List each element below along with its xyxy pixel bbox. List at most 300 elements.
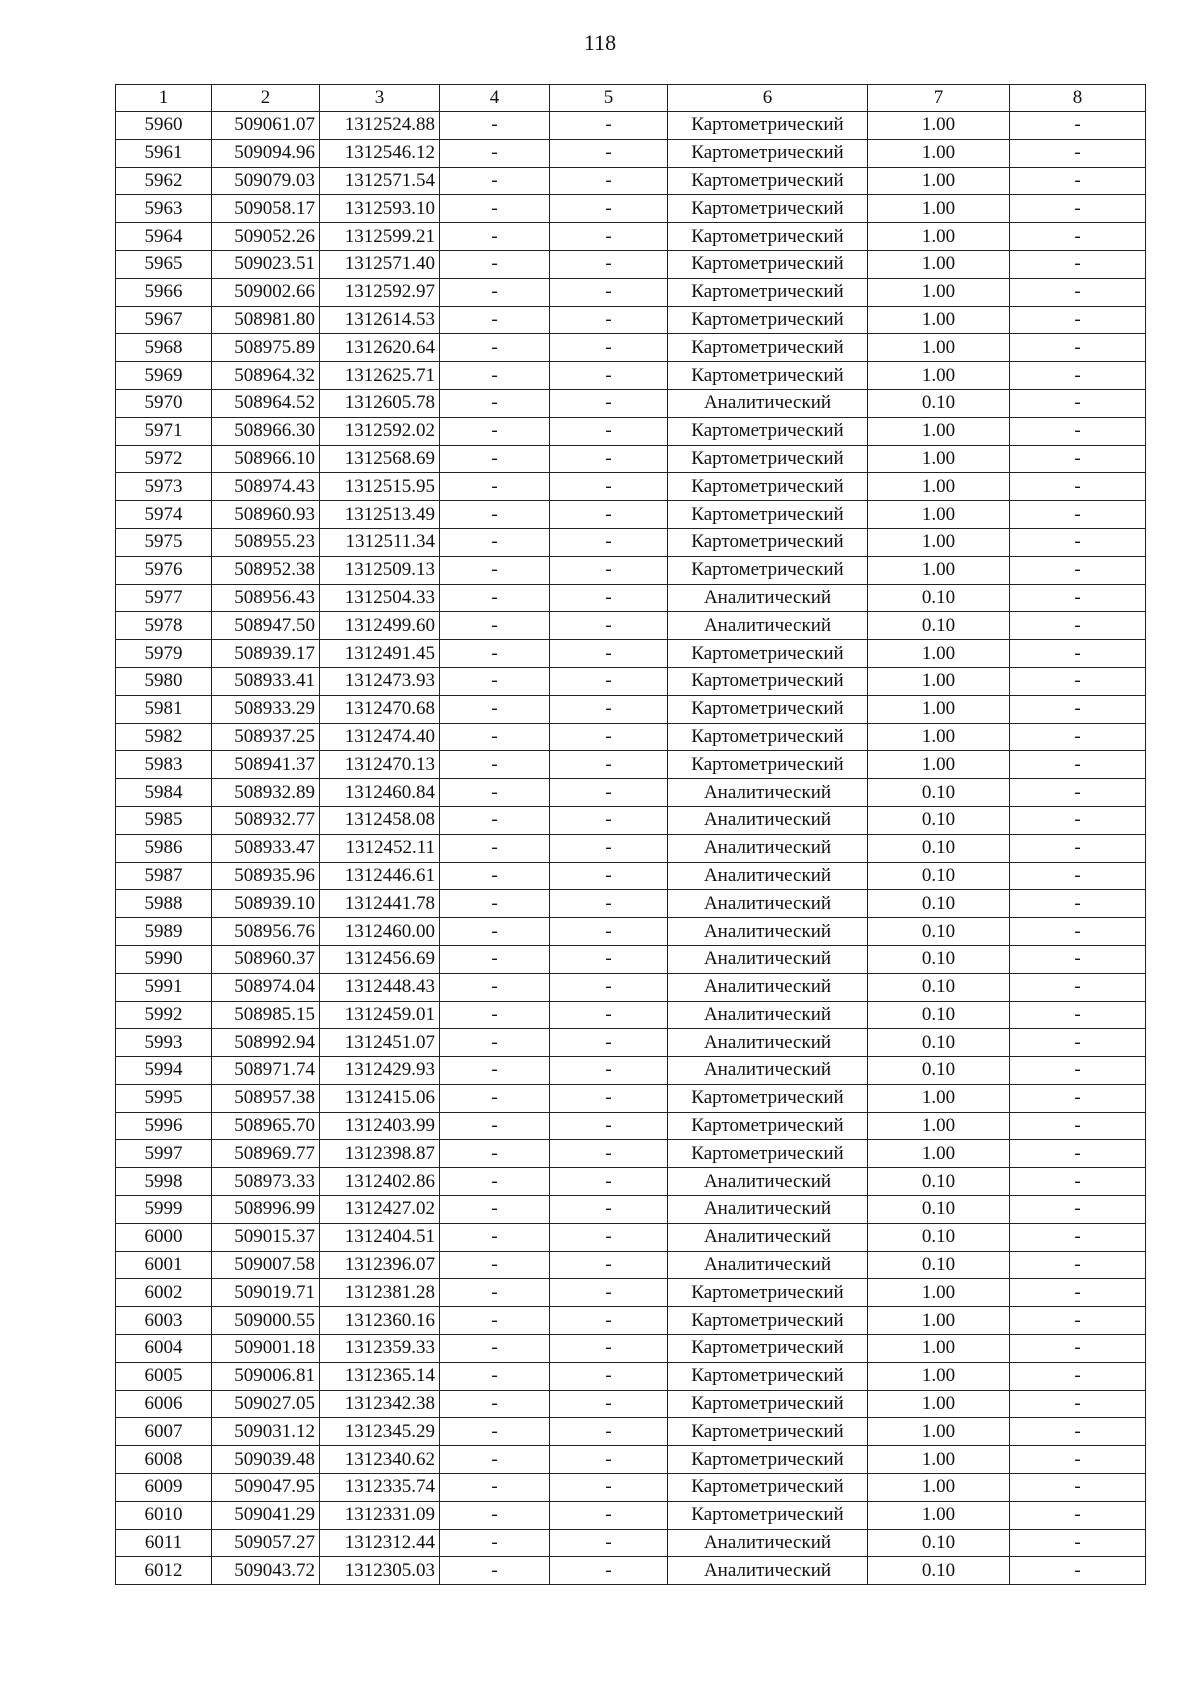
table-cell: - [550,723,668,751]
table-cell: - [440,1223,550,1251]
table-cell: 508965.70 [212,1112,320,1140]
table-cell: - [550,1474,668,1502]
table-cell: - [440,862,550,890]
table-cell: 5989 [116,918,212,946]
table-cell: 509019.71 [212,1279,320,1307]
table-cell: - [1010,223,1146,251]
table-cell: Картометрический [668,334,868,362]
table-cell: 1312459.01 [320,1001,440,1029]
table-cell: - [550,278,668,306]
table-cell: 5979 [116,640,212,668]
table-cell: - [440,1307,550,1335]
table-cell: - [1010,1084,1146,1112]
table-cell: - [1010,362,1146,390]
table-cell: Аналитический [668,973,868,1001]
table-cell: - [440,1557,550,1585]
table-cell: 508964.32 [212,362,320,390]
table-cell: 0.10 [868,1251,1010,1279]
table-cell: 509000.55 [212,1307,320,1335]
table-cell: 5983 [116,751,212,779]
table-cell: Аналитический [668,1001,868,1029]
table-cell: 5966 [116,278,212,306]
table-cell: - [440,834,550,862]
table-cell: - [550,779,668,807]
table-cell: - [440,556,550,584]
table-cell: - [1010,1335,1146,1363]
table-cell: 1312513.49 [320,501,440,529]
table-row [116,723,1146,751]
table-cell: Аналитический [668,612,868,640]
table-cell: 0.10 [868,945,1010,973]
table-cell: 509079.03 [212,167,320,195]
table-cell: 508966.10 [212,445,320,473]
table-row [116,1084,1146,1112]
table-cell: - [1010,250,1146,278]
table-cell: Аналитический [668,862,868,890]
table-cell: 5981 [116,695,212,723]
table-cell: - [440,1140,550,1168]
table-cell: 5964 [116,223,212,251]
table-cell: - [1010,1196,1146,1224]
table-cell: 1312335.74 [320,1474,440,1502]
column-header: 5 [550,85,668,112]
table-cell: 1312593.10 [320,195,440,223]
table-cell: 0.10 [868,584,1010,612]
table-cell: 1312404.51 [320,1223,440,1251]
table-row [116,1529,1146,1557]
table-cell: 5967 [116,306,212,334]
table-cell: - [1010,640,1146,668]
table-cell: - [1010,806,1146,834]
table-cell: Картометрический [668,1362,868,1390]
table-cell: 0.10 [868,389,1010,417]
table-cell: Картометрический [668,1140,868,1168]
table-cell: Картометрический [668,278,868,306]
table-cell: 5992 [116,1001,212,1029]
table-cell: Аналитический [668,945,868,973]
table-cell: 1312504.33 [320,584,440,612]
table-row [116,1390,1146,1418]
table-cell: 508960.37 [212,945,320,973]
table-cell: 5960 [116,112,212,140]
table-cell: - [440,1084,550,1112]
table-cell: - [550,890,668,918]
table-cell: - [550,445,668,473]
table-cell: 1312509.13 [320,556,440,584]
table-cell: 1312402.86 [320,1168,440,1196]
table-cell: - [550,1001,668,1029]
table-cell: 1312460.00 [320,918,440,946]
table-cell: - [440,473,550,501]
table-cell: 1312515.95 [320,473,440,501]
table-cell: 1.00 [868,195,1010,223]
table-row [116,389,1146,417]
table-cell: 5978 [116,612,212,640]
table-cell: 6007 [116,1418,212,1446]
table-cell: - [1010,1557,1146,1585]
table-cell: 509057.27 [212,1529,320,1557]
table-cell: Аналитический [668,584,868,612]
table-cell: 0.10 [868,1223,1010,1251]
table-cell: Картометрический [668,112,868,140]
table-cell: 6012 [116,1557,212,1585]
table-cell: - [440,1335,550,1363]
table-cell: 508932.89 [212,779,320,807]
table-cell: - [1010,751,1146,779]
table-cell: - [440,1001,550,1029]
table-cell: 0.10 [868,862,1010,890]
table-cell: - [1010,556,1146,584]
table-cell: - [1010,501,1146,529]
table-cell: 1312592.97 [320,278,440,306]
table-row [116,890,1146,918]
table-cell: 5995 [116,1084,212,1112]
table-cell: Аналитический [668,890,868,918]
table-cell: 1312446.61 [320,862,440,890]
table-cell: Картометрический [668,528,868,556]
table-cell: - [440,1390,550,1418]
table-cell: 509052.26 [212,223,320,251]
table-cell: 0.10 [868,1029,1010,1057]
table-cell: - [440,1196,550,1224]
table-cell: 1312342.38 [320,1390,440,1418]
table-cell: Картометрический [668,1307,868,1335]
table-cell: Картометрический [668,1335,868,1363]
table-cell: - [1010,1279,1146,1307]
table-cell: - [440,445,550,473]
table-cell: 1312448.43 [320,973,440,1001]
table-cell: Аналитический [668,1029,868,1057]
table-row [116,1251,1146,1279]
table-cell: 508974.43 [212,473,320,501]
table-cell: - [1010,667,1146,695]
table-row [116,973,1146,1001]
table-cell: 1312441.78 [320,890,440,918]
table-cell: - [550,834,668,862]
table-cell: 509006.81 [212,1362,320,1390]
table-row [116,417,1146,445]
table-cell: Картометрический [668,250,868,278]
table-cell: 5973 [116,473,212,501]
table-cell: 5961 [116,139,212,167]
table-cell: 5985 [116,806,212,834]
table-row [116,584,1146,612]
table-cell: 1.00 [868,334,1010,362]
table-cell: - [1010,918,1146,946]
table-cell: 1.00 [868,1279,1010,1307]
table-cell: 509015.37 [212,1223,320,1251]
table-cell: 508966.30 [212,417,320,445]
table-row [116,1307,1146,1335]
table-cell: 1312571.54 [320,167,440,195]
table-cell: 1312381.28 [320,1279,440,1307]
table-cell: - [550,1196,668,1224]
table-cell: Картометрический [668,1474,868,1502]
column-header: 3 [320,85,440,112]
table-cell: 1312599.21 [320,223,440,251]
column-header: 7 [868,85,1010,112]
table-row [116,1474,1146,1502]
table-cell: 508956.76 [212,918,320,946]
table-cell: - [1010,1474,1146,1502]
table-cell: 508992.94 [212,1029,320,1057]
table-cell: - [440,612,550,640]
table-cell: 508985.15 [212,1001,320,1029]
table-cell: 509031.12 [212,1418,320,1446]
table-cell: - [550,945,668,973]
table-cell: 1.00 [868,723,1010,751]
table-cell: - [1010,890,1146,918]
table-cell: 1312359.33 [320,1335,440,1363]
table-cell: 508956.43 [212,584,320,612]
table-cell: 1312360.16 [320,1307,440,1335]
table-cell: - [550,1084,668,1112]
table-cell: - [550,306,668,334]
table-cell: - [1010,584,1146,612]
table-cell: 0.10 [868,806,1010,834]
table-cell: - [550,112,668,140]
table-cell: - [440,334,550,362]
table-cell: 508933.41 [212,667,320,695]
table-cell: 1.00 [868,1501,1010,1529]
table-cell: 1.00 [868,167,1010,195]
table-cell: Аналитический [668,918,868,946]
column-header: 2 [212,85,320,112]
page-number: 118 [583,30,617,55]
table-row [116,862,1146,890]
table-cell: - [1010,417,1146,445]
table-row [116,667,1146,695]
table-cell: 0.10 [868,973,1010,1001]
table-cell: - [550,501,668,529]
table-row [116,195,1146,223]
table-cell: 5977 [116,584,212,612]
table-cell: - [550,195,668,223]
table-cell: 5968 [116,334,212,362]
table-cell: Картометрический [668,1279,868,1307]
table-row [116,1335,1146,1363]
table-cell: - [550,473,668,501]
table-cell: 509043.72 [212,1557,320,1585]
table-cell: - [440,779,550,807]
table-cell: Картометрический [668,1418,868,1446]
table-cell: - [440,1029,550,1057]
table-row [116,362,1146,390]
table-row [116,445,1146,473]
table-cell: - [440,640,550,668]
table-row [116,1279,1146,1307]
table-cell: - [550,1112,668,1140]
table-cell: - [440,250,550,278]
table-cell: 6008 [116,1446,212,1474]
table-cell: Картометрический [668,1084,868,1112]
table-cell: 5969 [116,362,212,390]
table-cell: - [440,195,550,223]
table-cell: 508947.50 [212,612,320,640]
table-cell: 1.00 [868,528,1010,556]
table-cell: 1312415.06 [320,1084,440,1112]
table-cell: 1312620.64 [320,334,440,362]
table-cell: - [550,528,668,556]
table-cell: 1312305.03 [320,1557,440,1585]
table-cell: Картометрический [668,1446,868,1474]
table-header-row [116,85,1146,112]
table-cell: - [440,945,550,973]
table-cell: 509041.29 [212,1501,320,1529]
table-cell: - [550,556,668,584]
table-cell: - [550,640,668,668]
table-row [116,1501,1146,1529]
table-cell: Аналитический [668,779,868,807]
table-cell: - [440,695,550,723]
table-cell: 1312592.02 [320,417,440,445]
table-cell: - [1010,779,1146,807]
table-cell: - [550,1029,668,1057]
table-cell: 508933.47 [212,834,320,862]
table-cell: 0.10 [868,1168,1010,1196]
table-cell: - [550,1390,668,1418]
table-cell: 509023.51 [212,250,320,278]
column-header: 8 [1010,85,1146,112]
table-cell: 1.00 [868,1112,1010,1140]
table-cell: 0.10 [868,779,1010,807]
table-cell: 508996.99 [212,1196,320,1224]
table-cell: 1312452.11 [320,834,440,862]
table-cell: - [550,584,668,612]
table-cell: 509001.18 [212,1335,320,1363]
table-cell: 1.00 [868,1140,1010,1168]
table-cell: 508973.33 [212,1168,320,1196]
table-cell: 1.00 [868,445,1010,473]
table-cell: - [440,167,550,195]
table-cell: 6001 [116,1251,212,1279]
table-cell: 6004 [116,1335,212,1363]
table-cell: - [1010,278,1146,306]
table-cell: Аналитический [668,1557,868,1585]
table-row [116,1446,1146,1474]
table-cell: 5975 [116,528,212,556]
table-cell: - [550,1168,668,1196]
table-cell: Аналитический [668,1168,868,1196]
table-cell: Аналитический [668,806,868,834]
table-cell: 509007.58 [212,1251,320,1279]
table-cell: Картометрический [668,139,868,167]
table-cell: Картометрический [668,723,868,751]
table-cell: - [550,918,668,946]
table-cell: - [1010,167,1146,195]
table-cell: - [1010,834,1146,862]
table-cell: 5993 [116,1029,212,1057]
table-cell: Картометрический [668,1390,868,1418]
table-cell: 1312456.69 [320,945,440,973]
table-cell: 5987 [116,862,212,890]
table-cell: 1312398.87 [320,1140,440,1168]
table-cell: - [1010,723,1146,751]
table-row [116,1168,1146,1196]
table-cell: - [1010,1112,1146,1140]
table-cell: 1312460.84 [320,779,440,807]
table-row [116,695,1146,723]
table-row [116,167,1146,195]
table-cell: 5965 [116,250,212,278]
table-cell: - [440,1279,550,1307]
table-cell: 0.10 [868,612,1010,640]
table-cell: - [1010,1529,1146,1557]
table-cell: 1.00 [868,139,1010,167]
table-cell: - [1010,195,1146,223]
table-cell: - [1010,945,1146,973]
table-cell: 509094.96 [212,139,320,167]
table-cell: - [440,417,550,445]
table-cell: - [1010,1362,1146,1390]
table-row [116,1418,1146,1446]
table-cell: 508971.74 [212,1057,320,1085]
table-cell: 5986 [116,834,212,862]
table-cell: 508939.10 [212,890,320,918]
table-cell: 6009 [116,1474,212,1502]
table-cell: 509002.66 [212,278,320,306]
table-row [116,779,1146,807]
table-cell: 1312511.34 [320,528,440,556]
table-cell: 1312568.69 [320,445,440,473]
table-cell: Картометрический [668,195,868,223]
table-cell: 1312345.29 [320,1418,440,1446]
table-cell: - [550,1279,668,1307]
table-cell: - [440,1529,550,1557]
table-cell: 508939.17 [212,640,320,668]
table-cell: - [440,1474,550,1502]
table-cell: - [550,362,668,390]
table-row [116,278,1146,306]
table-cell: - [550,223,668,251]
table-row [116,1140,1146,1168]
table-cell: 508952.38 [212,556,320,584]
table-cell: 0.10 [868,890,1010,918]
table-cell: - [1010,528,1146,556]
table-cell: 508974.04 [212,973,320,1001]
table-cell: - [440,1112,550,1140]
table-cell: - [550,1140,668,1168]
table-cell: - [550,862,668,890]
table-row [116,556,1146,584]
table-cell: - [550,1501,668,1529]
table-cell: 5982 [116,723,212,751]
table-cell: 6002 [116,1279,212,1307]
table-row [116,918,1146,946]
table-cell: 6006 [116,1390,212,1418]
table-cell: 5962 [116,167,212,195]
table-cell: 1.00 [868,1335,1010,1363]
table-cell: - [440,389,550,417]
table-cell: Картометрический [668,556,868,584]
table-row [116,334,1146,362]
table-cell: - [550,167,668,195]
table-cell: 509027.05 [212,1390,320,1418]
column-header: 4 [440,85,550,112]
table-cell: - [440,278,550,306]
table-cell: 5990 [116,945,212,973]
table-cell: - [550,973,668,1001]
table-row [116,112,1146,140]
table-cell: Картометрический [668,640,868,668]
table-cell: 508960.93 [212,501,320,529]
table-cell: 1.00 [868,1474,1010,1502]
table-row [116,1057,1146,1085]
table-cell: 509058.17 [212,195,320,223]
table-cell: 508932.77 [212,806,320,834]
table-cell: 6010 [116,1501,212,1529]
table-cell: - [440,1057,550,1085]
